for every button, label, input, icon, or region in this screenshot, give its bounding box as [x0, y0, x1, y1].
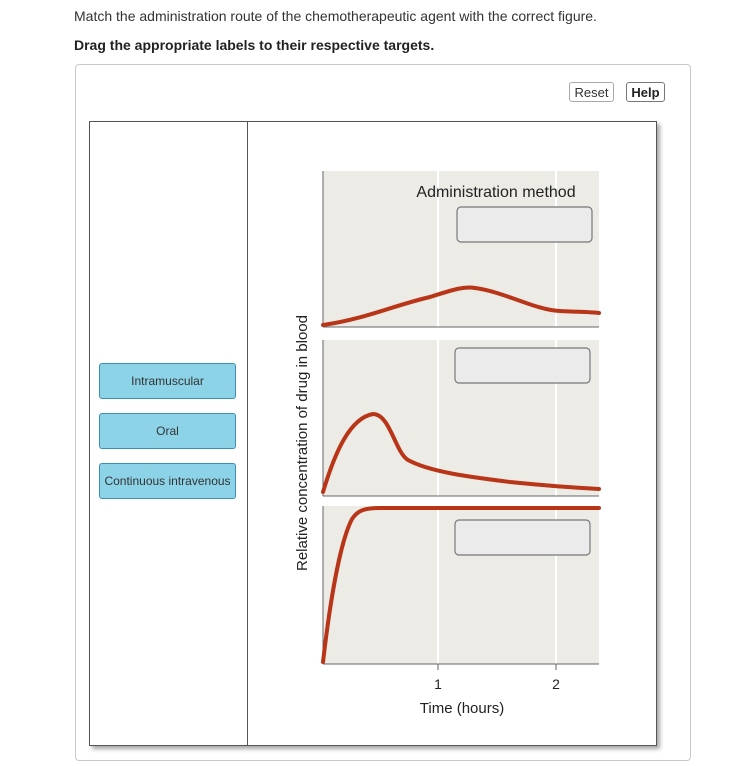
x-tick-label-2: 2: [552, 676, 560, 692]
instruction-text: Match the administration route of the chemotherapeutic agent with the correct figure.: [74, 8, 597, 24]
drop-target-top: [457, 207, 592, 242]
drug-concentration-figure: [90, 122, 656, 745]
help-button[interactable]: Help: [626, 82, 665, 102]
y-axis-label: Relative concentration of drug in blood: [294, 315, 311, 571]
draggable-label-oral[interactable]: Oral: [99, 413, 236, 449]
x-tick-label-1: 1: [434, 676, 442, 692]
instruction-bold: Drag the appropriate labels to their respective targets.: [74, 37, 435, 53]
reset-button[interactable]: Reset: [569, 82, 614, 102]
drag-drop-area: [89, 121, 657, 746]
drop-target-middle: [455, 348, 590, 383]
x-axis-label: Time (hours): [419, 700, 505, 717]
draggable-label-intramuscular[interactable]: Intramuscular: [99, 363, 236, 399]
drop-target-bottom: [455, 520, 590, 555]
draggable-label-continuous-intravenous[interactable]: Continuous intravenous: [99, 463, 236, 499]
figure-title: Administration method: [416, 184, 576, 201]
